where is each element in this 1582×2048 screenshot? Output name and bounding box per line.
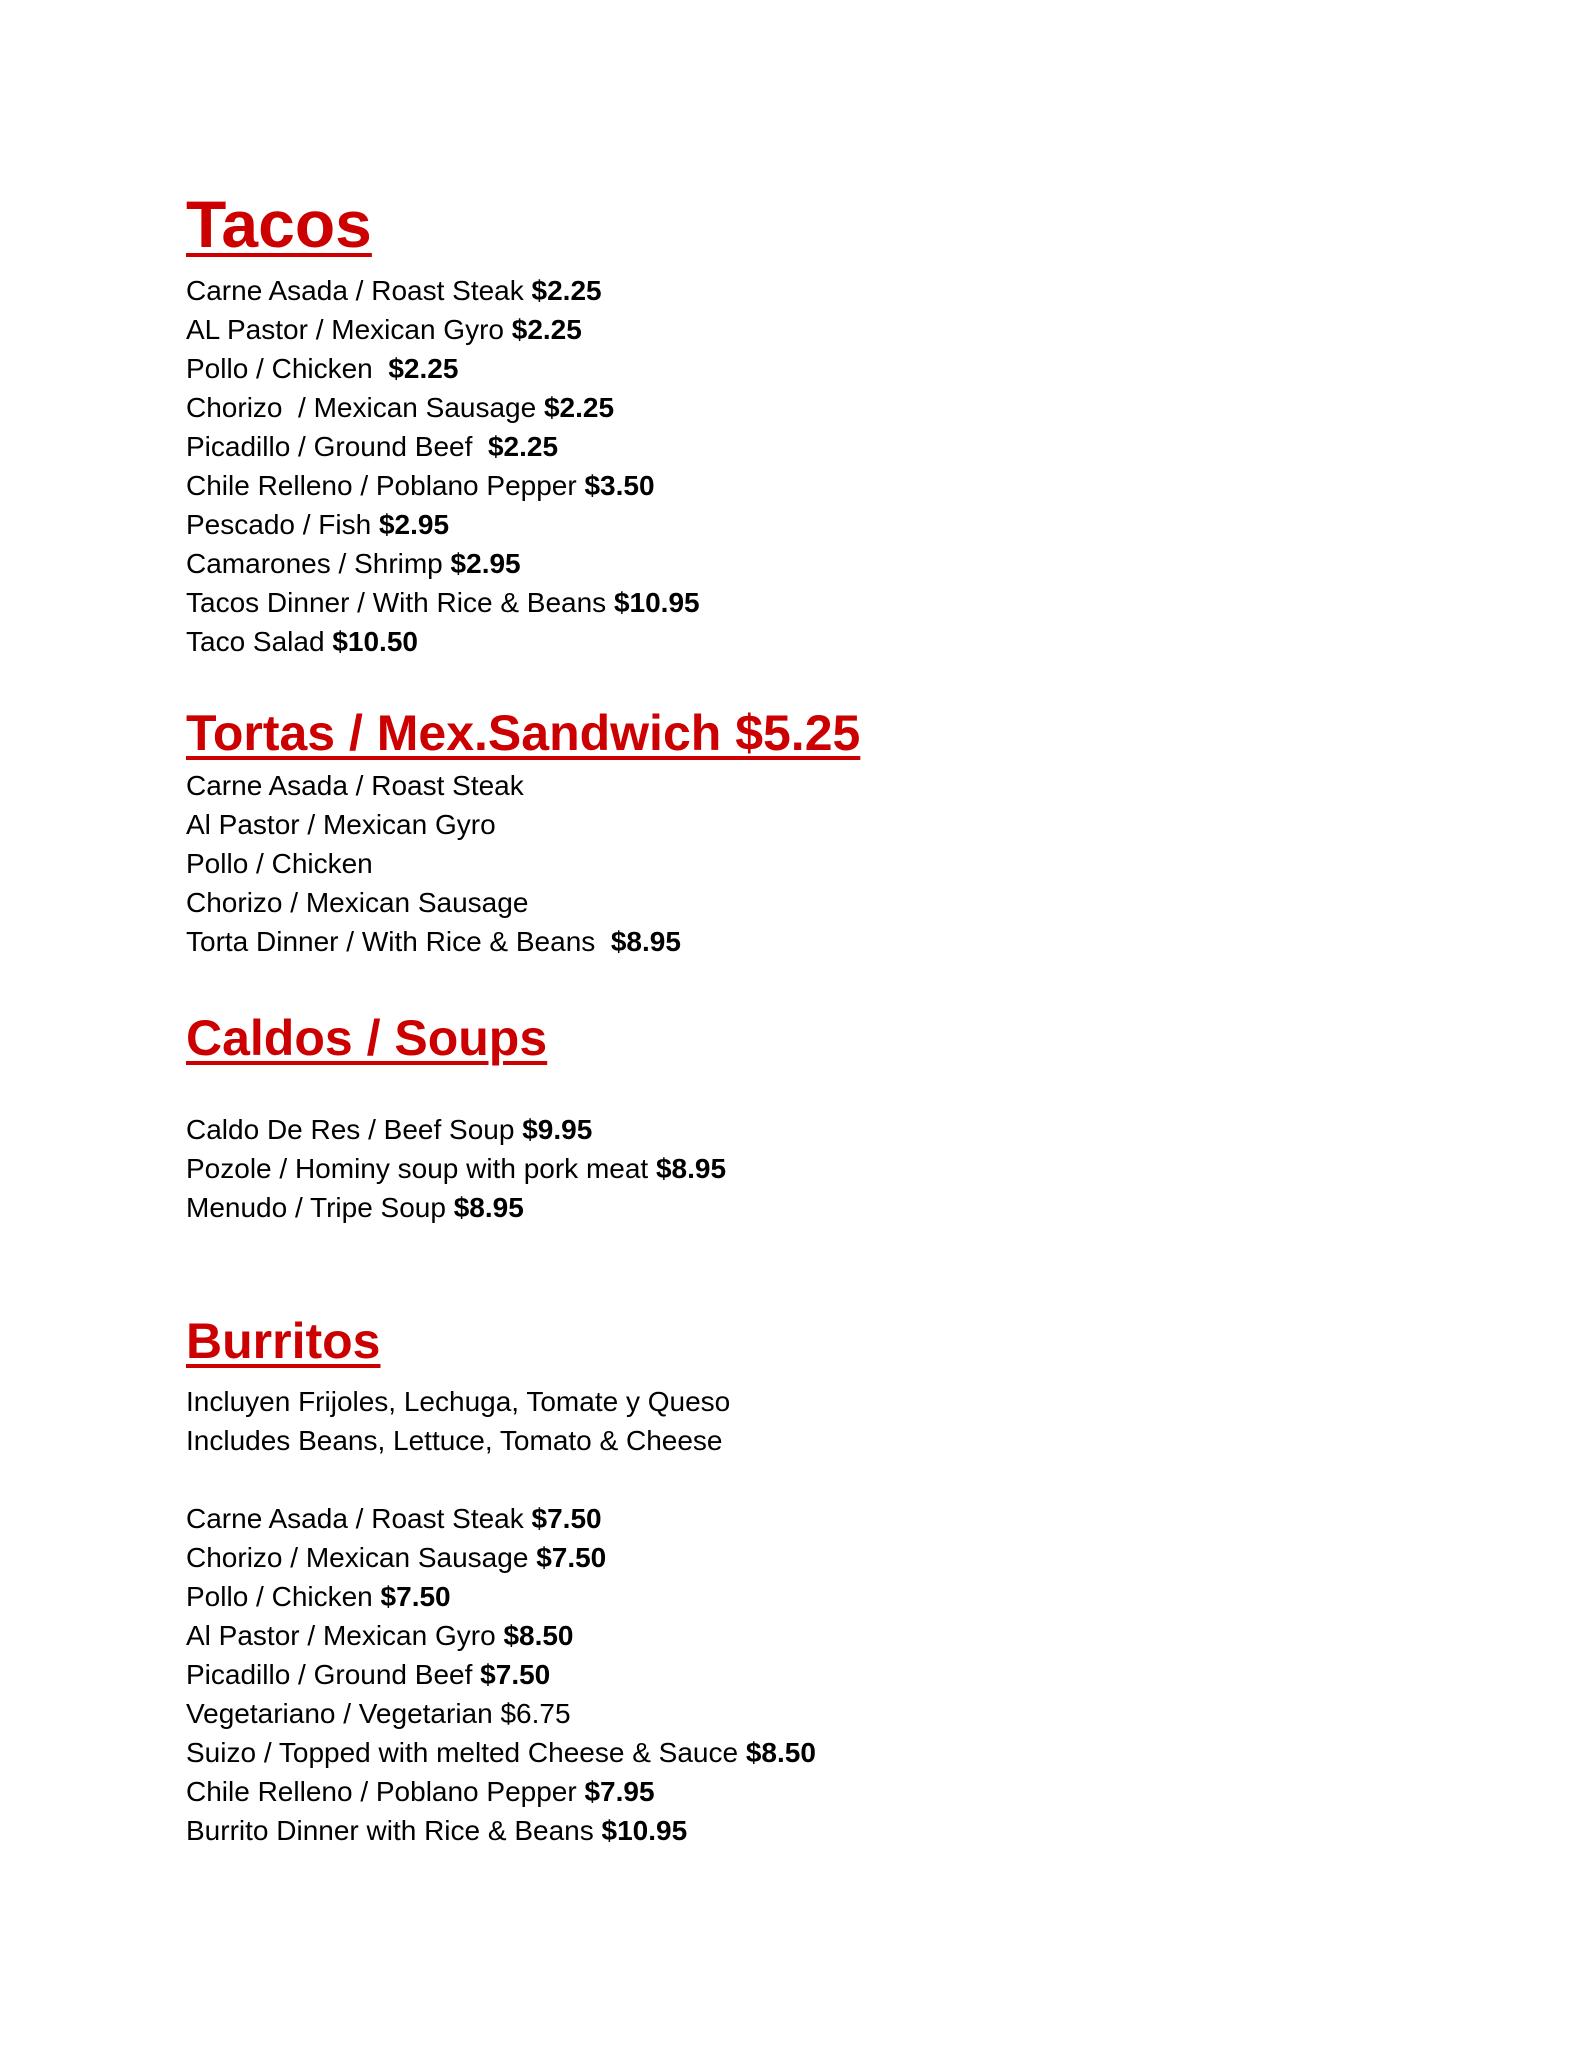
menu-item bbox=[186, 1499, 816, 1538]
item-price: $10.50 bbox=[332, 626, 418, 657]
menu-item bbox=[186, 1694, 816, 1733]
menu-item bbox=[186, 583, 700, 622]
item-name: Al Pastor / Mexican Gyro bbox=[186, 809, 496, 840]
item-price: $8.50 bbox=[503, 1620, 574, 1651]
menu-item bbox=[186, 388, 700, 427]
burritos-item-list bbox=[186, 1499, 816, 1850]
item-name: Suizo / Topped with melted Cheese & Sauce bbox=[186, 1737, 746, 1768]
menu-item bbox=[186, 544, 700, 583]
item-name: Chile Relleno / Poblano Pepper bbox=[186, 470, 585, 501]
caldos-item-list bbox=[186, 1110, 726, 1227]
item-name: Carne Asada / Roast Steak bbox=[186, 275, 532, 306]
menu-item bbox=[186, 466, 700, 505]
item-price: $7.50 bbox=[531, 1503, 602, 1534]
menu-item bbox=[186, 505, 700, 544]
item-price: $8.95 bbox=[655, 1153, 727, 1184]
menu-item bbox=[186, 1655, 816, 1694]
menu-item bbox=[186, 922, 681, 961]
item-name: Chorizo / Mexican Sausage bbox=[186, 392, 544, 423]
item-name: Caldo De Res / Beef Soup bbox=[186, 1114, 523, 1145]
menu-item bbox=[186, 1577, 816, 1616]
item-name: Burrito Dinner with Rice & Beans bbox=[186, 1815, 602, 1846]
menu-item bbox=[186, 883, 681, 922]
item-name: Picadillo / Ground Beef bbox=[186, 431, 488, 462]
menu-item bbox=[186, 805, 681, 844]
menu-item bbox=[186, 1811, 816, 1850]
item-name: Picadillo / Ground Beef bbox=[186, 1659, 481, 1690]
item-price: $2.25 bbox=[531, 275, 602, 306]
item-price: $7.50 bbox=[480, 1659, 551, 1690]
burritos-note-english: Includes Beans, Lettuce, Tomato & Cheese bbox=[186, 1425, 723, 1456]
burritos-notes bbox=[186, 1382, 730, 1460]
section-title-tortas: Tortas / Mex.Sandwich $5.25 bbox=[186, 705, 861, 761]
item-price: $2.25 bbox=[511, 314, 582, 345]
item-name: Camarones / Shrimp bbox=[186, 548, 451, 579]
item-price: $2.25 bbox=[388, 353, 459, 384]
menu-item bbox=[186, 310, 700, 349]
item-name: Pollo / Chicken bbox=[186, 353, 389, 384]
burritos-note-spanish: Incluyen Frijoles, Lechuga, Tomate y Queso bbox=[186, 1386, 731, 1417]
item-name: Al Pastor / Mexican Gyro bbox=[186, 1620, 504, 1651]
item-price: $8.95 bbox=[453, 1192, 524, 1223]
item-name: Pollo / Chicken bbox=[186, 848, 373, 879]
menu-item bbox=[186, 349, 700, 388]
item-name: Torta Dinner / With Rice & Beans bbox=[186, 926, 611, 957]
item-name: Carne Asada / Roast Steak bbox=[186, 770, 524, 801]
item-name: Taco Salad bbox=[186, 626, 333, 657]
item-name: Chorizo / Mexican Sausage bbox=[186, 1542, 537, 1573]
menu-item bbox=[186, 1616, 816, 1655]
item-price: $8.95 bbox=[610, 926, 681, 957]
item-name: Tacos Dinner / With Rice & Beans bbox=[186, 587, 614, 618]
item-price: $8.50 bbox=[745, 1737, 816, 1768]
menu-item bbox=[186, 1110, 726, 1149]
item-name: Chorizo / Mexican Sausage bbox=[186, 887, 529, 918]
item-name: Pescado / Fish bbox=[186, 509, 379, 540]
item-name: Carne Asada / Roast Steak bbox=[186, 1503, 532, 1534]
item-name: Menudo / Tripe Soup bbox=[186, 1192, 454, 1223]
menu-item bbox=[186, 427, 700, 466]
section-title-burritos: Burritos bbox=[186, 1313, 381, 1369]
item-name: Pollo / Chicken bbox=[186, 1581, 381, 1612]
item-name: Pozole / Hominy soup with pork meat bbox=[186, 1153, 656, 1184]
item-price: $6.75 bbox=[500, 1698, 571, 1729]
item-price: $2.25 bbox=[543, 392, 615, 423]
item-price: $2.95 bbox=[378, 509, 450, 540]
tacos-item-list bbox=[186, 271, 700, 661]
item-price: $7.50 bbox=[380, 1581, 451, 1612]
menu-item bbox=[186, 1188, 726, 1227]
menu-item bbox=[186, 1772, 816, 1811]
item-price: $3.50 bbox=[584, 470, 655, 501]
menu-item bbox=[186, 1149, 726, 1188]
item-price: $10.95 bbox=[613, 587, 700, 618]
menu-item bbox=[186, 271, 700, 310]
item-name: Chile Relleno / Poblano Pepper bbox=[186, 1776, 585, 1807]
menu-item bbox=[186, 1538, 816, 1577]
item-price: $7.50 bbox=[536, 1542, 607, 1573]
item-name: Vegetariano / Vegetarian bbox=[186, 1698, 501, 1729]
item-price: $2.95 bbox=[450, 548, 521, 579]
item-price: $2.25 bbox=[487, 431, 559, 462]
item-price: $9.95 bbox=[522, 1114, 593, 1145]
menu-item bbox=[186, 1733, 816, 1772]
section-title-caldos: Caldos / Soups bbox=[186, 1010, 548, 1066]
menu-item bbox=[186, 766, 681, 805]
menu-item bbox=[186, 844, 681, 883]
section-title-tacos: Tacos bbox=[186, 187, 372, 261]
menu-item bbox=[186, 622, 700, 661]
item-price: $10.95 bbox=[601, 1815, 688, 1846]
tortas-item-list bbox=[186, 766, 681, 961]
item-name: AL Pastor / Mexican Gyro bbox=[186, 314, 512, 345]
item-price: $7.95 bbox=[584, 1776, 655, 1807]
